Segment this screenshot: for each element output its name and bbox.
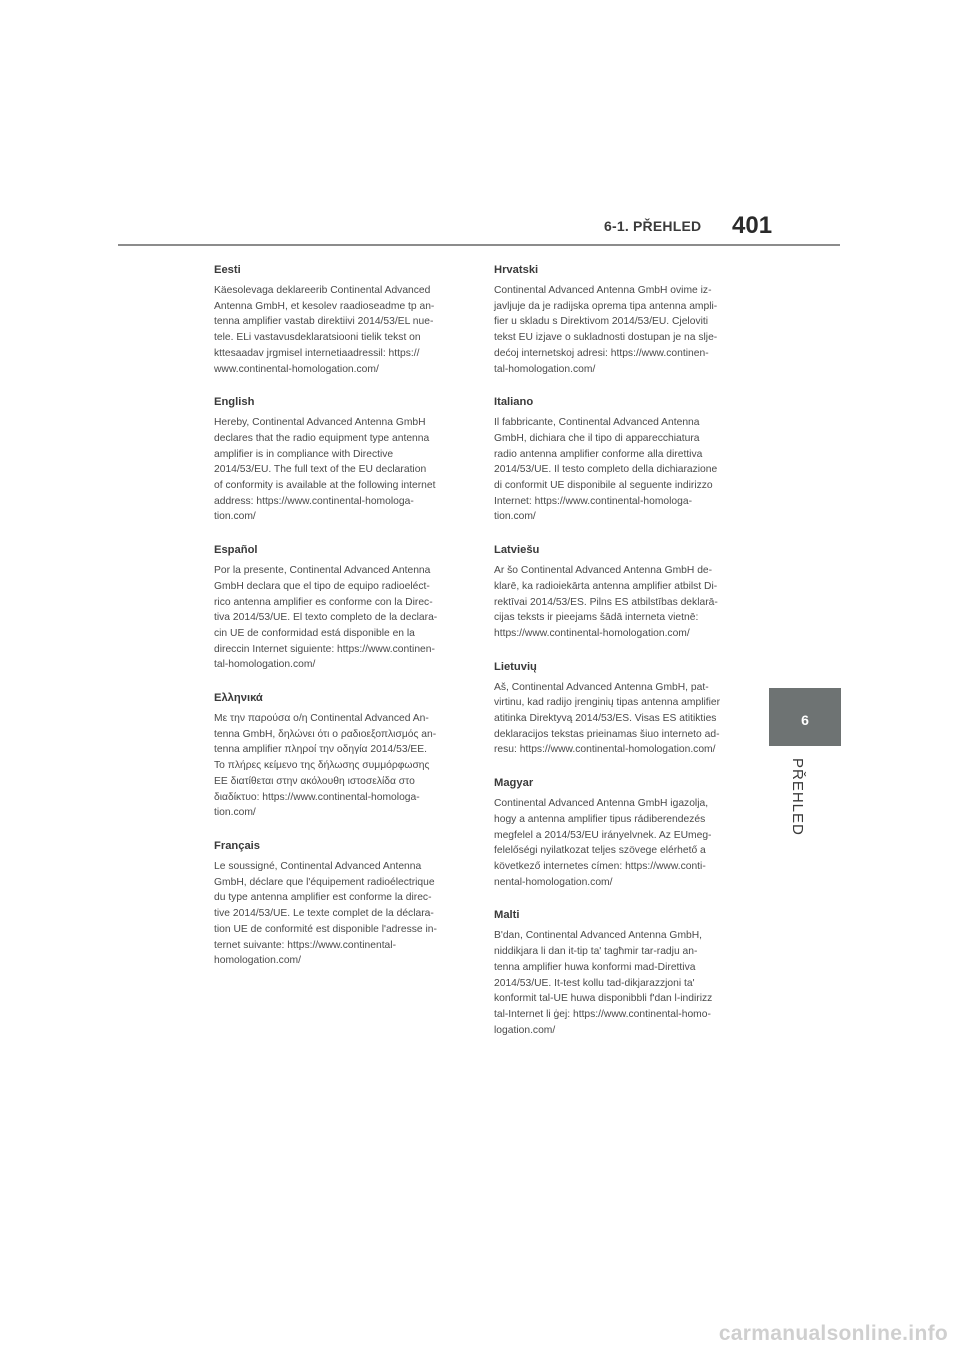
declaration-text: B'dan, Continental Advanced Antenna GmbH, niddikjara li dan it-tip ta' tagħmir tar-radju an- tenna amplifier huwa konformi mad-Direttiva 2014/53/UE. It-test kollu tad-dikjarazzjoni ta' konformit tal-UE huwa disponibbli f'dan l-indirizz tal-Internet li ġej: https://www.continental-homo- logation.com/	[494, 930, 713, 1036]
declaration-text: Por la presente, Continental Advanced Antenna GmbH declara que el tipo de equipo radioeléct- rico antenna amplifier es conforme con la Direc- tiva 2014/53/UE. El texto completo de la declara- cin UE de conformidad está disponible en la direccin Internet siguiente: https://www.continen- tal-homologation.com/	[214, 565, 438, 671]
declaration-text: Hereby, Continental Advanced Antenna GmbH declares that the radio equipment type antenna amplifier is in compliance with Directive 2014/53/EU. The full text of the EU declaration of conformity is available at the following internet address: https://www.continental-homologa- tion.com/	[214, 417, 436, 523]
language-heading: Hrvatski	[494, 264, 539, 276]
header-rule	[118, 244, 840, 246]
declaration-text: Le soussigné, Continental Advanced Antenna GmbH, déclare que l'équipement radioélectrique du type antenna amplifier est conforme la direc- tive 2014/53/UE. Le texte complet de la déclara- tion UE de conformité est disponible l'adresse in- ternet suivante: https://www.continental- homologation.com/	[214, 860, 437, 967]
section-latviesu	[494, 542, 749, 642]
section-hrvatski	[494, 262, 749, 377]
declaration-text: Με την παρούσα ο/η Continental Advanced An- tenna GmbH, δηλώνει ότι ο ραδιοεξοπλισμός an- tenna amplifier πληροί την οδηγία 2014/53/ΕΕ. Το πλήρες κείμενο της δήλωσης συμμόρφωσης ΕΕ διατίθεται στην ακόλουθη ιστοσελίδα στο διαδίκτυο: https://www.continental-homologa- tion.com/	[214, 713, 437, 819]
section-greek	[214, 690, 469, 821]
declaration-text: Il fabbricante, Continental Advanced Antenna GmbH, dichiara che il tipo di apparecchiatura radio antenna amplifier conforme alla direttiva 2014/53/UE. Il testo completo della dichiarazione di conformit UE disponibile al seguente indirizzo Internet: https://www.continental-homologa- tion.com/	[494, 417, 718, 523]
section-espanol	[214, 542, 469, 673]
section-lietuviu	[494, 659, 749, 759]
declaration-text: Aš, Continental Advanced Antenna GmbH, pat- virtinu, kad radijo įrenginių tipas antenna amplifier atitinka Direktyvą 2014/53/ES. Visas ES atitikties deklaracijos tekstas prieinamas šiuo interneto ad- resu: https://www.continental-homologation.com/	[494, 681, 721, 756]
language-heading: Eesti	[214, 264, 241, 276]
section-malti	[494, 907, 749, 1038]
section-english	[214, 394, 469, 525]
language-heading: Ελληνικά	[214, 692, 263, 705]
left-column	[214, 262, 469, 986]
chapter-tab-number: 6	[801, 712, 809, 728]
right-column	[494, 262, 749, 1055]
chapter-tab-label: PŘEHLED	[789, 758, 806, 836]
language-heading: Magyar	[494, 777, 534, 790]
language-heading: Français	[214, 839, 261, 852]
language-heading: Latviešu	[494, 544, 540, 557]
page-number: 401	[732, 212, 773, 239]
language-heading: English	[214, 396, 255, 409]
declaration-text: Ar šo Continental Advanced Antenna GmbH de- klarē, ka radioiekārta antenna amplifier atbilst Di- rektīvai 2014/53/ES. Pilns ES atbilstības deklarā- cijas teksts ir pieejams šādā interneta vietnē: https://www.continental-homologation.com/	[494, 565, 718, 639]
section-eesti	[214, 262, 469, 377]
section-francais	[214, 838, 469, 969]
language-heading: Español	[214, 544, 258, 557]
section-magyar	[494, 775, 749, 890]
declaration-text: Continental Advanced Antenna GmbH igazolja, hogy a antenna amplifier tipus rádiberendezés megfelel a 2014/53/EU irányelvnek. Az EUmeg- felelőségi nyilatkozat teljes szövege elérhető a következő internetes címen: https://www.conti- nental-homologation.com/	[494, 798, 712, 888]
chapter-title: 6-1. PŘEHLED	[604, 218, 702, 234]
declaration-text: Continental Advanced Antenna GmbH ovime iz- javljuje da je radijska oprema tipa antenna ampli- fier u skladu s Direktivom 2014/53/EU. Cjeloviti tekst EU izjave o sukladnosti dostupan je na slje- dećoj internetskoj adresi: https://www.continen- tal-homologation.com/	[494, 285, 718, 375]
declaration-text: Käesolevaga deklareerib Continental Advanced Antenna GmbH, et kesolev raadioseadme tp an- tenna amplifier vastab direktiivi 2014/53/EL nue- tele. ELi vastavusdeklaratsiooni tielik tekst on kttesaadav jrgmisel internetiaadressil: https:// www.continental-homologation.com/	[214, 285, 435, 375]
language-heading: Malti	[494, 909, 520, 922]
language-heading: Italiano	[494, 396, 534, 409]
site-watermark: carmanualsonline.info	[718, 1322, 948, 1345]
section-italiano	[494, 394, 749, 525]
language-heading: Lietuvių	[494, 660, 537, 673]
chapter-tab	[769, 688, 841, 746]
